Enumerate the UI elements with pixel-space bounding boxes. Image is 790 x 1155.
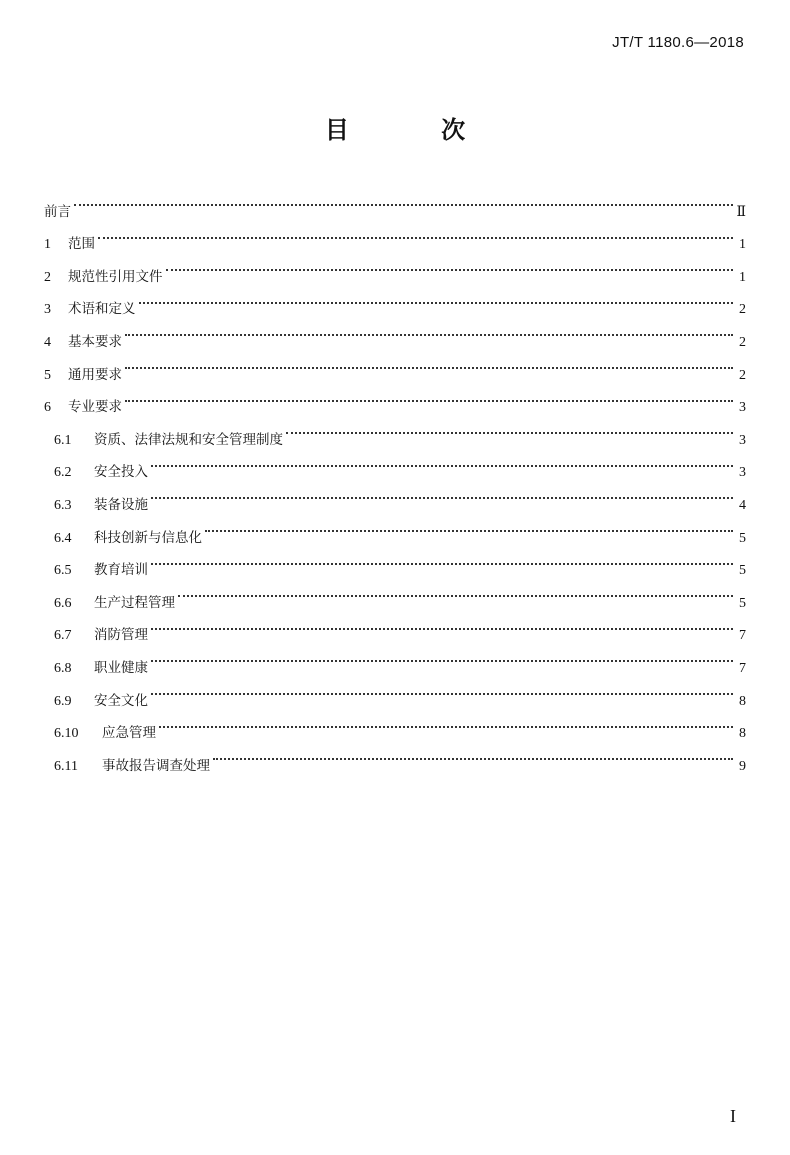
toc-entry-label: 职业健康 xyxy=(94,659,148,676)
toc-entry-number: 6.8 xyxy=(54,660,72,676)
toc-entry-number: 1 xyxy=(44,237,51,253)
toc-leader-dots xyxy=(166,248,734,281)
toc-entry-number: 6.1 xyxy=(54,432,72,448)
toc-entry-page: 5 xyxy=(739,563,746,579)
toc-entry-label: 科技创新与信息化 xyxy=(94,529,202,546)
toc-leader-dots xyxy=(151,639,733,672)
toc-entry-label: 应急管理 xyxy=(102,725,156,742)
toc-entry-page: 7 xyxy=(739,660,746,676)
toc-leader-dots xyxy=(205,509,733,542)
toc-entry-number: 2 xyxy=(44,269,51,285)
toc-entry-number: 6.6 xyxy=(54,595,72,611)
toc-entry-number: 6.11 xyxy=(54,758,78,774)
toc-leader-dots xyxy=(125,313,733,346)
toc-entry-page: 5 xyxy=(739,530,746,546)
toc-leader-dots xyxy=(151,542,733,575)
toc-leader-dots xyxy=(151,444,733,477)
toc-entry[interactable] xyxy=(44,639,746,676)
toc-entry-page: 1 xyxy=(739,269,746,285)
toc-entry-page: 2 xyxy=(739,334,746,350)
toc-entry-page: 4 xyxy=(739,497,746,513)
toc-leader-dots xyxy=(178,574,733,607)
toc-entry[interactable] xyxy=(44,281,746,318)
toc-entry[interactable] xyxy=(44,672,746,709)
toc-entry-label: 消防管理 xyxy=(94,627,148,644)
toc-leader-dots xyxy=(125,379,733,412)
toc-entry-number: 4 xyxy=(44,334,51,350)
toc-entry-label: 规范性引用文件 xyxy=(68,268,163,285)
toc-entry[interactable] xyxy=(44,411,746,448)
toc-entry[interactable] xyxy=(44,346,746,383)
toc-entry-page: 1 xyxy=(739,237,746,253)
toc-leader-dots xyxy=(125,346,733,379)
toc-leader-dots xyxy=(139,281,734,314)
toc-entry[interactable] xyxy=(44,379,746,416)
toc-entry[interactable] xyxy=(44,313,746,350)
toc-entry-label: 前言 xyxy=(44,203,71,220)
toc-entry[interactable] xyxy=(44,183,746,220)
toc-entry-number: 3 xyxy=(44,302,51,318)
toc-entry-label: 专业要求 xyxy=(68,399,122,416)
toc-leader-dots xyxy=(286,411,733,444)
toc-entry-label: 事故报告调查处理 xyxy=(102,757,210,774)
toc-entry-page: 9 xyxy=(739,758,746,774)
toc-entry-label: 安全投入 xyxy=(94,464,148,481)
toc-entry-page: 5 xyxy=(739,595,746,611)
toc-leader-dots xyxy=(98,216,733,249)
toc-entry[interactable] xyxy=(44,216,746,253)
toc-entry-number: 6.5 xyxy=(54,563,72,579)
toc-entry-number: 6.4 xyxy=(54,530,72,546)
toc-entry-label: 生产过程管理 xyxy=(94,594,175,611)
toc-entry-number: 6.9 xyxy=(54,693,72,709)
toc-entry-number: 6.3 xyxy=(54,497,72,513)
toc-entry[interactable] xyxy=(44,705,746,742)
page-folio: I xyxy=(730,1106,736,1126)
toc-leader-dots xyxy=(151,607,733,640)
toc-entry[interactable] xyxy=(44,574,746,611)
toc-entry-number: 6.7 xyxy=(54,628,72,644)
toc-entry-number: 5 xyxy=(44,367,51,383)
toc-entry-page: 8 xyxy=(739,726,746,742)
toc-entry-label: 术语和定义 xyxy=(68,301,136,318)
toc-leader-dots xyxy=(213,737,733,770)
toc-entry-page: Ⅱ xyxy=(736,204,746,220)
toc-entry-label: 资质、法律法规和安全管理制度 xyxy=(94,431,283,448)
toc-leader-dots xyxy=(159,705,733,738)
standard-code: JT/T 1180.6—2018 xyxy=(612,34,744,51)
toc-entry-label: 装备设施 xyxy=(94,496,148,513)
toc-entry-label: 教育培训 xyxy=(94,562,148,579)
toc-entry-page: 2 xyxy=(739,367,746,383)
toc-entry-page: 3 xyxy=(739,432,746,448)
toc-entry-label: 通用要求 xyxy=(68,366,122,383)
toc-leader-dots xyxy=(74,183,733,216)
toc-entry-label: 基本要求 xyxy=(68,333,122,350)
toc-entry[interactable] xyxy=(44,509,746,546)
toc-entry-page: 8 xyxy=(739,693,746,709)
toc-entry-page: 2 xyxy=(739,302,746,318)
table-of-contents xyxy=(44,183,746,774)
toc-entry[interactable] xyxy=(44,248,746,285)
toc-entry-page: 3 xyxy=(739,400,746,416)
toc-entry-number: 6.2 xyxy=(54,465,72,481)
toc-entry-page: 3 xyxy=(739,465,746,481)
toc-leader-dots xyxy=(151,672,733,705)
toc-entry-number: 6 xyxy=(44,400,51,416)
toc-entry-page: 7 xyxy=(739,628,746,644)
toc-entry-label: 安全文化 xyxy=(94,692,148,709)
toc-entry-number: 6.10 xyxy=(54,726,79,742)
page-title: 目 次 xyxy=(324,116,508,144)
toc-entry-label: 范围 xyxy=(68,236,95,253)
toc-leader-dots xyxy=(151,476,733,509)
toc-entry[interactable] xyxy=(44,476,746,513)
